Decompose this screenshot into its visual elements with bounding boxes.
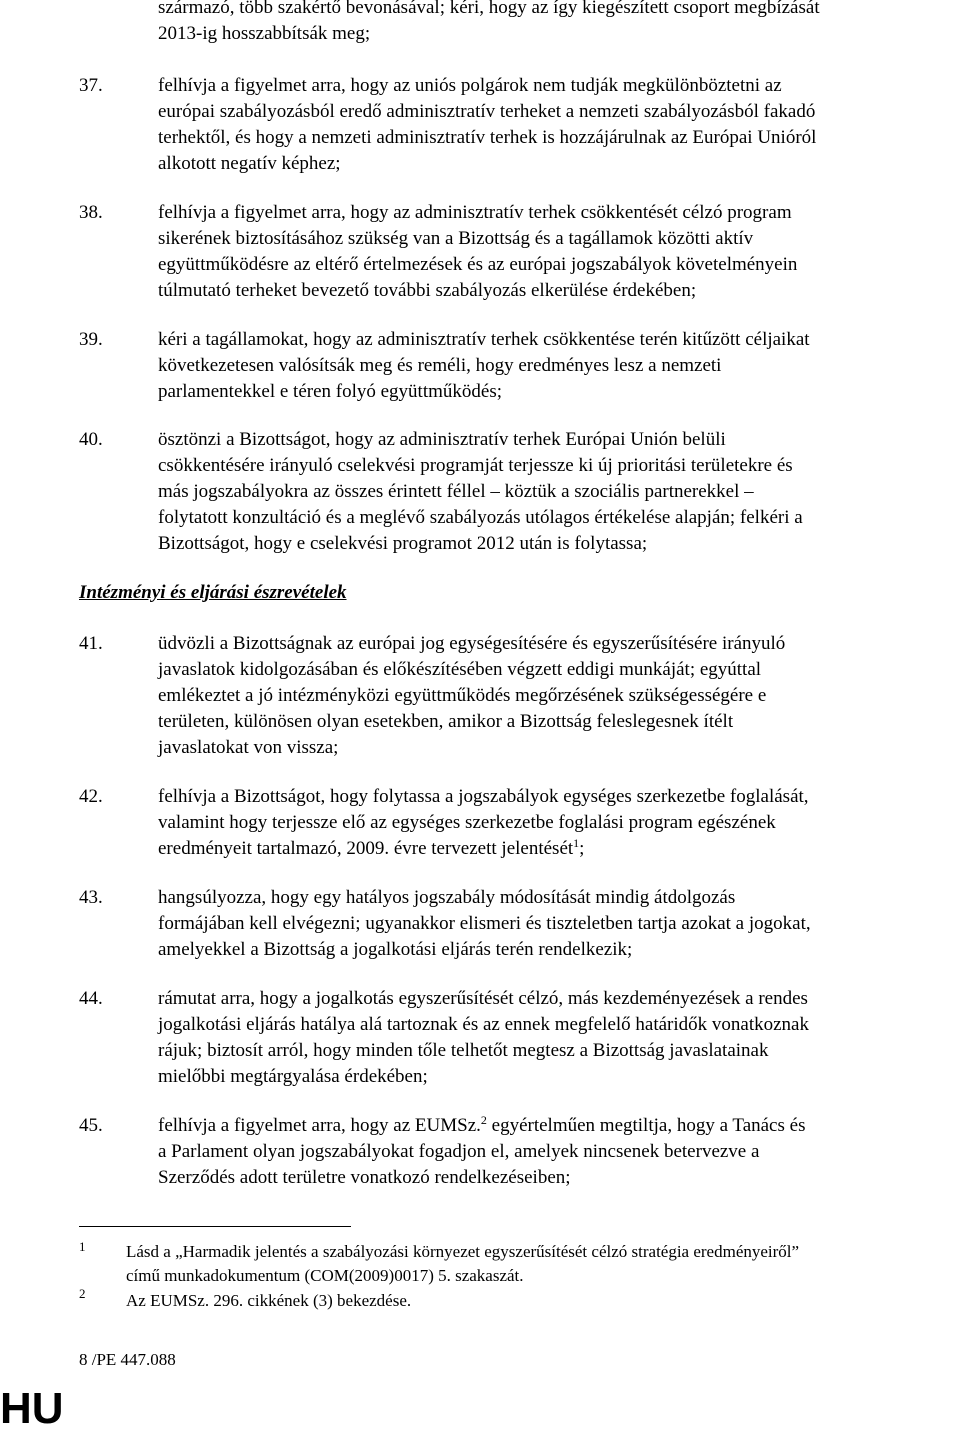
footnote-line: Az EUMSz. 296. cikkének (3) bekezdése. (126, 1291, 412, 1310)
paragraph-line: együttműködésre az eltérő értelmezések és az európai jogszabályok követelményein (158, 254, 798, 275)
page-reference: 8 /PE 447.088 (79, 1350, 176, 1369)
paragraph-line: következetesen valósítsák meg és reméli, hogy eredményes lesz a nemzeti (158, 355, 722, 376)
footnote-line: Lásd a „Harmadik jelentés a szabályozási környezet egyszerűsítését célzó stratégia eredményeiről” (126, 1242, 800, 1261)
section-heading: Intézményi és eljárási észrevételek (79, 582, 347, 603)
paragraph-line: felhívja a Bizottságot, hogy folytassa a jogszabályok egységes szerkezetbe foglalását, (158, 786, 809, 807)
paragraph-line: emlékeztet a jó intézményközi együttműködés megőrzésének szükségességére e (158, 685, 767, 706)
line-text: felhívja a figyelmet arra, hogy az EUMSz. (158, 1115, 481, 1136)
paragraph-number: 37. (79, 75, 103, 96)
paragraph-line: más jogszabályokra az összes érintett féllel – köztük a szociális partnerekkel – (158, 481, 754, 502)
paragraph-line: ösztönzi a Bizottságot, hogy az adminisztratív terhek Európai Unión belüli (158, 429, 726, 450)
paragraph-number: 42. (79, 786, 103, 807)
paragraph-number: 40. (79, 429, 103, 450)
footnote-ref[interactable]: 2 (480, 1113, 487, 1127)
paragraph-line: formájában kell elvégezni; ugyanakkor elismeri és tiszteletben tartja azokat a jogokat, (158, 913, 811, 934)
paragraph-line: sikerének biztosításához szükség van a Bizottság és a tagállamok közötti aktív (158, 228, 754, 249)
paragraph-number: 44. (79, 988, 103, 1009)
footnote-ref[interactable]: 1 (573, 836, 580, 850)
paragraph-number: 39. (79, 329, 103, 350)
line-text: egyértelműen megtiltja, hogy a Tanács és (486, 1115, 806, 1136)
paragraph-line: valamint hogy terjessze elő az egységes szerkezetbe foglalási program egészének (158, 812, 776, 833)
paragraph-line: javaslatok kidolgozásában és előkészítésében végzett eddigi munkáját; egyúttal (158, 659, 762, 680)
paragraph-line: javaslatokat von vissza; (158, 737, 339, 758)
line-text: eredményeit tartalmazó, 2009. évre tervezett jelentését (158, 838, 574, 859)
paragraph-line: területen, különösen olyan esetekben, amikor a Bizottság feleslegesnek ítélt (158, 711, 734, 732)
paragraph-line: felhívja a figyelmet arra, hogy az adminisztratív terhek csökkentését célzó program (158, 202, 792, 223)
paragraph-line: európai szabályozásból eredő adminisztratív terheket a nemzeti szabályozásból fakadó (158, 101, 816, 122)
paragraph-line: a Parlament olyan jogszabályokat fogadjon el, amelyek nincsenek betervezve a (158, 1141, 760, 1162)
paragraph-line: alkotott negatív képhez; (158, 153, 341, 174)
language-code: HU (0, 1384, 64, 1433)
continuation-line: 2013-ig hosszabbítsák meg; (158, 23, 371, 44)
paragraph-line: jogalkotási eljárás hatálya alá tartoznak és az ennek megfelelő határidők vonatkoznak (158, 1014, 809, 1035)
paragraph-line: Bizottságot, hogy e cselekvési programot 2012 után is folytassa; (158, 533, 648, 554)
footnote-number: 1 (79, 1239, 86, 1254)
footnote-line: című munkadokumentum (COM(2009)0017) 5. szakaszát. (126, 1266, 524, 1285)
paragraph-line: folytatott konzultáció és a meglévő szabályozás utólagos értékelése alapján; felkéri a (158, 507, 803, 528)
paragraph-line: terhektől, és hogy a nemzeti adminisztratív terhek is hozzájárulnak az Európai Unióról (158, 127, 817, 148)
footnote-number: 2 (79, 1286, 86, 1301)
paragraph-line: hangsúlyozza, hogy egy hatályos jogszabály módosítását mindig átdolgozás (158, 887, 736, 908)
footnote-separator (79, 1226, 351, 1227)
paragraph-line: rámutat arra, hogy a jogalkotás egyszerűsítését célzó, más kezdeményezések a rendes (158, 988, 808, 1009)
paragraph-number: 45. (79, 1115, 103, 1136)
paragraph-line: amelyekkel a Bizottság a jogalkotási eljárás terén rendelkezik; (158, 939, 633, 960)
paragraph-number: 41. (79, 633, 103, 654)
paragraph-line: felhívja a figyelmet arra, hogy az uniós polgárok nem tudják megkülönböztetni az (158, 75, 782, 96)
paragraph-line: mielőbbi megtárgyalása érdekében; (158, 1066, 428, 1087)
line-text: ; (579, 838, 585, 859)
paragraph-line: csökkentésére irányuló cselekvési programját terjessze ki új prioritási területekre és (158, 455, 793, 476)
paragraph-number: 38. (79, 202, 103, 223)
paragraph-line: Szerződés adott területre vonatkozó rendelkezéseiben; (158, 1167, 571, 1188)
continuation-line: származó, több szakértő bevonásával; kéri, hogy az így kiegészített csoport megbízását (158, 0, 820, 18)
paragraph-line: rájuk; biztosít arról, hogy minden tőle telhetőt megtesz a Bizottság javaslatainak (158, 1040, 769, 1061)
paragraph-number: 43. (79, 887, 103, 908)
paragraph-line: túlmutató terheket bevezető további szabályozás elkerülése érdekében; (158, 280, 697, 301)
paragraph-line (158, 1113, 805, 1139)
paragraph-line: kéri a tagállamokat, hogy az adminisztratív terhek csökkentése terén kitűzött céljaikat (158, 329, 810, 350)
paragraph-line (158, 836, 584, 862)
paragraph-line: üdvözli a Bizottságnak az európai jog egységesítésére és egyszerűsítésére irányuló (158, 633, 786, 654)
paragraph-line: parlamentekkel e téren folyó együttműködés; (158, 381, 502, 402)
